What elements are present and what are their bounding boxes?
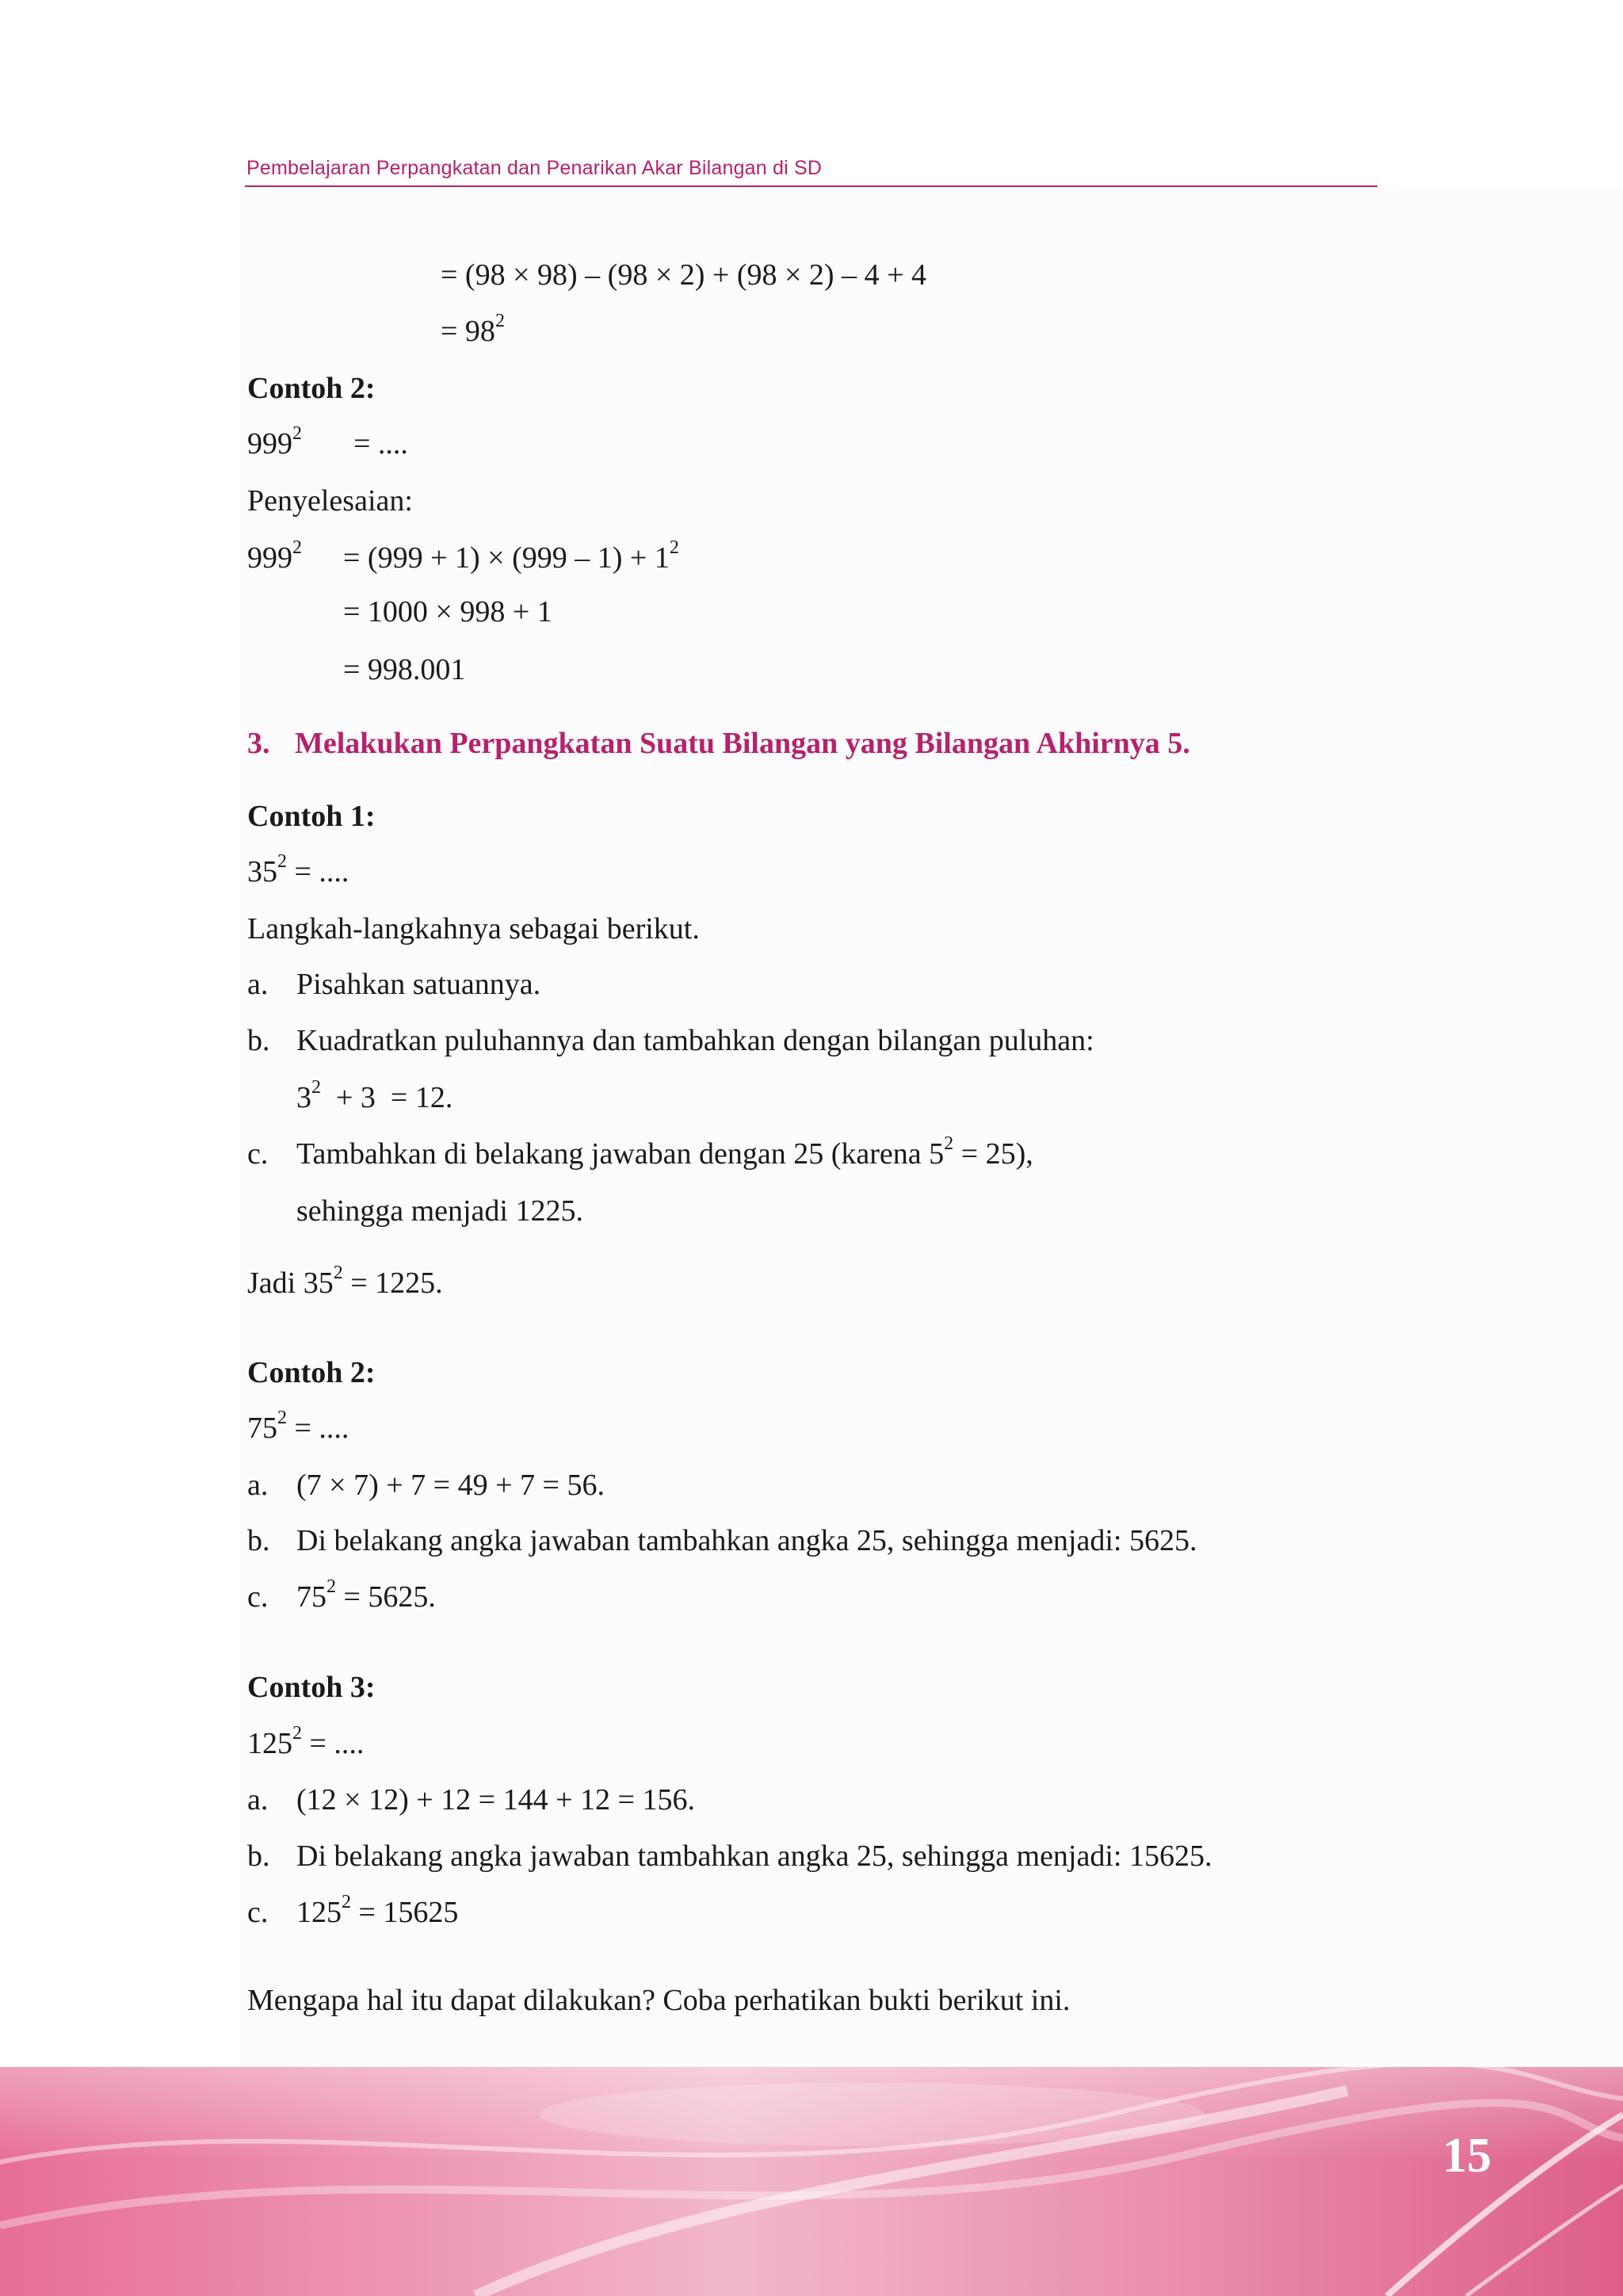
contoh-2a-title: Contoh 2:: [247, 372, 376, 405]
contoh-3-question: $125^2$ = ....: [247, 1723, 365, 1760]
contoh-2b-b-label: b.: [247, 1524, 270, 1557]
contoh-1-b-text: Kuadratkan puluhannya dan tambahkan dengan bilangan puluhan:: [296, 1024, 1094, 1057]
contoh-1-conclusion: Jadi $35^2 = 1225$.: [247, 1263, 443, 1300]
contoh-1-b-label: b.: [247, 1024, 270, 1057]
contoh-2a-step3: = 998.001: [343, 653, 466, 686]
contoh-2b-c-label: c.: [247, 1580, 269, 1614]
section-3-title: Melakukan Perpangkatan Suatu Bilangan yang Bilangan Akhirnya 5.: [295, 727, 1190, 760]
contoh-1-a-text: Pisahkan satuannya.: [296, 968, 541, 1001]
contoh-1-title: Contoh 1:: [247, 800, 376, 833]
contoh-3-title: Contoh 3:: [247, 1671, 376, 1704]
contoh-2b-question: $75^2$ = ....: [247, 1408, 349, 1445]
contoh-2b-a-label: a.: [247, 1469, 269, 1502]
running-header: Pembelajaran Perpangkatan dan Penarikan Akar Bilangan di SD: [246, 157, 823, 179]
contoh-1-c-text2: sehingga menjadi 1225.: [296, 1194, 583, 1228]
contoh-2b-b-text: Di belakang angka jawaban tambahkan angka 25, sehingga menjadi: 5625.: [296, 1524, 1197, 1557]
footer-band: [0, 2067, 1623, 2296]
contoh-2a-step1-lhs: $999^2$: [247, 537, 302, 575]
contoh-2b-a-text: (7 × 7) + 7 = 49 + 7 = 56.: [296, 1469, 605, 1502]
contoh-2a-step1-rhs: = $(999 + 1) \times (999 - 1) + 1^2$: [343, 537, 679, 575]
contoh-1-b-calc: $3^2 + 3 = 12$.: [296, 1077, 453, 1114]
contoh-1-c-label: c.: [247, 1137, 269, 1171]
header-rule: [245, 185, 1377, 187]
contoh-3-a-text: (12 × 12) + 12 = 144 + 12 = 156.: [296, 1783, 695, 1817]
continuation-line-2: = $98^2$: [441, 311, 505, 348]
contoh-1-question: $35^2$ = ....: [247, 851, 349, 888]
penyelesaian-label: Penyelesaian:: [247, 484, 413, 518]
contoh-2b-title: Contoh 2:: [247, 1356, 376, 1389]
closing-sentence: Mengapa hal itu dapat dilakukan? Coba perhatikan bukti berikut ini.: [247, 1984, 1071, 2017]
section-3-number: 3.: [247, 727, 270, 760]
page-number: 15: [1442, 2129, 1491, 2183]
contoh-3-c-label: c.: [247, 1896, 269, 1929]
contoh-2b-c-text: $75^2 = 5625$.: [296, 1576, 436, 1614]
contoh-3-b-text: Di belakang angka jawaban tambahkan angka 25, sehingga menjadi: 15625.: [296, 1839, 1212, 1873]
contoh-1-a-label: a.: [247, 968, 269, 1001]
contoh-3-a-label: a.: [247, 1783, 269, 1817]
contoh-3-b-label: b.: [247, 1839, 270, 1873]
continuation-line-1: = (98 × 98) – (98 × 2) + (98 × 2) – 4 + 4: [441, 258, 927, 292]
footer-swoosh-graphic: [0, 2067, 1623, 2296]
contoh-2a-question: $999^2$: [247, 423, 302, 460]
contoh-1-c-text: Tambahkan di belakang jawaban dengan 25 (karena $5^2 = 25$),: [296, 1133, 1033, 1171]
contoh-1-intro: Langkah-langkahnya sebagai berikut.: [247, 912, 700, 946]
contoh-3-c-text: $125^2 = 15625$: [296, 1892, 459, 1929]
contoh-2a-question-eq: = ....: [353, 427, 408, 460]
contoh-2a-step2: = 1000 × 998 + 1: [343, 595, 552, 628]
